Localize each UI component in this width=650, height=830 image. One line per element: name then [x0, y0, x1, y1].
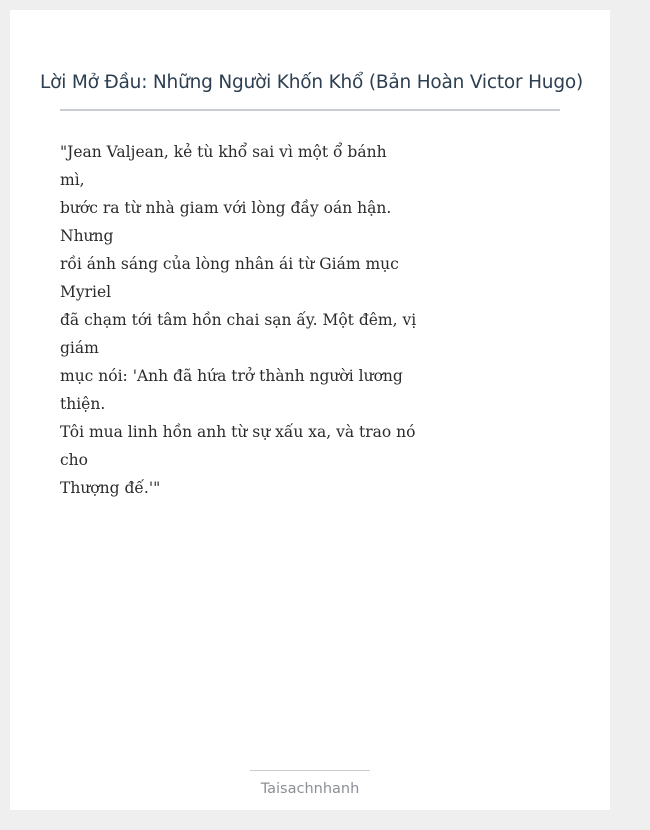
quote-passage — [60, 138, 417, 502]
passage-line: giám — [60, 339, 99, 357]
passage-line: mục nói: 'Anh đã hứa trở thành người lương — [60, 367, 403, 385]
passage-line: Myriel — [60, 283, 112, 301]
footer-divider — [250, 770, 370, 771]
passage-line: Nhưng — [60, 227, 114, 245]
passage-line: thiện. — [60, 395, 106, 413]
document-page — [10, 10, 610, 810]
passage-line: cho — [60, 451, 88, 469]
passage-line: bước ra từ nhà giam với lòng đầy oán hận. — [60, 199, 392, 217]
passage-line: Tôi mua linh hồn anh từ sự xấu xa, và trao nó — [60, 423, 416, 441]
passage-line: rồi ánh sáng của lòng nhân ái từ Giám mục — [60, 255, 399, 273]
passage-line: đã chạm tới tâm hồn chai sạn ấy. Một đêm, vị — [60, 311, 417, 329]
passage-line: "Jean Valjean, kẻ tù khổ sai vì một ổ bánh — [60, 143, 387, 161]
footer-source: Taisachnhanh — [260, 781, 360, 797]
page-title: Lời Mở Đầu: Những Người Khốn Khổ (Bản Hoàn Victor Hugo) — [40, 72, 583, 93]
title-divider — [60, 109, 560, 111]
passage-line: mì, — [60, 171, 85, 189]
passage-line: Thượng đế.'" — [60, 479, 161, 497]
